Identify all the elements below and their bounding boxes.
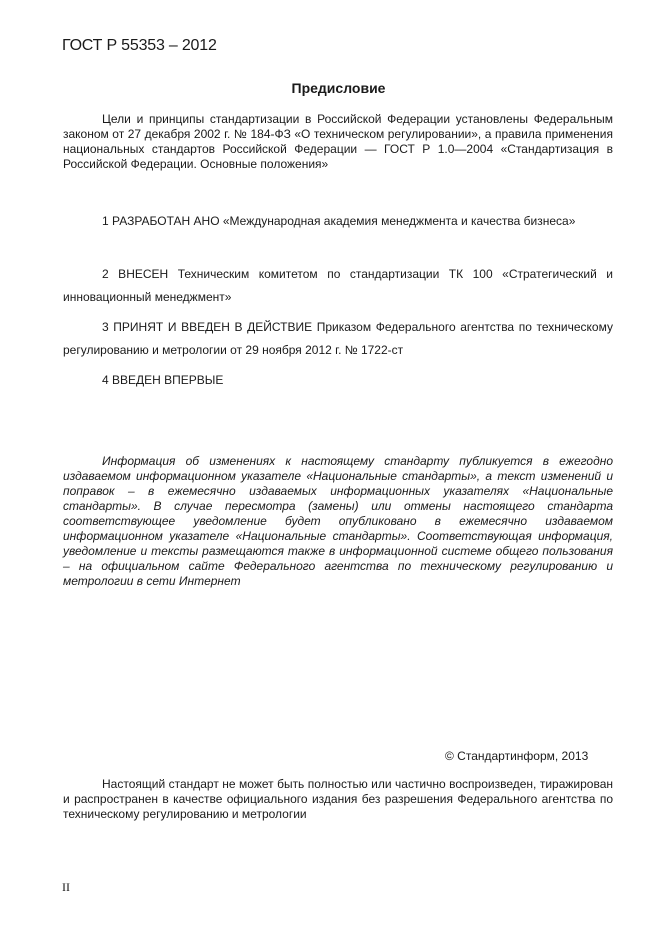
changes-info-paragraph: Информация об изменениях к настоящему стандарту публикуется в ежегодно издаваемом информационном указателе «Национальные стандарты», а текст изменений и поправок – в ежемесячно издаваемых информационных указателях «Национальные стандарты». В случае пересмотра (замены) или отмены настоящего стандарта соответствующее уведомление будет опубликовано в ежемесячно издаваемом информационном указателе «Национальные стандарты». Соответствующая информация, уведомление и тексты размещаются также в информационной системе общего пользования – на официальном сайте Федерального агентства по техническому регулированию и метрологии в сети Интернет (63, 454, 613, 588)
page-number: II (62, 880, 70, 894)
intro-paragraph: Цели и принципы стандартизации в Российской Федерации установлены Федеральным законом от 27 декабря 2002 г. № 184-ФЗ «О техническом регулировании», а правила применения национальных стандартов Российской Федерации — ГОСТ Р 1.0—2004 «Стандартизация в Российской Федерации. Основные положения» (63, 112, 613, 171)
reproduction-notice: Настоящий стандарт не может быть полностью или частично воспроизведен, тиражирован и распространен в качестве официального издания без разрешения Федерального агентства по техническому регулированию и метрологии (63, 777, 613, 821)
foreword-item-3: 3 ПРИНЯТ И ВВЕДЕН В ДЕЙСТВИЕ Приказом Федерального агентства по техническому регулированию и метрологии от 29 ноября 2012 г. № 1722-ст (63, 320, 613, 357)
foreword-item-1: 1 РАЗРАБОТАН АНО «Международная академия менеджмента и качества бизнеса» (102, 214, 576, 228)
foreword-item-2: 2 ВНЕСЕН Техническим комитетом по стандартизации ТК 100 «Стратегический и инновационный менеджмент» (63, 267, 613, 304)
page-title: Предисловие (291, 80, 386, 96)
copyright-notice: © Стандартинформ, 2013 (445, 749, 589, 763)
document-id: ГОСТ Р 55353 – 2012 (62, 37, 217, 54)
foreword-item-4: 4 ВВЕДЕН ВПЕРВЫЕ (102, 373, 224, 387)
